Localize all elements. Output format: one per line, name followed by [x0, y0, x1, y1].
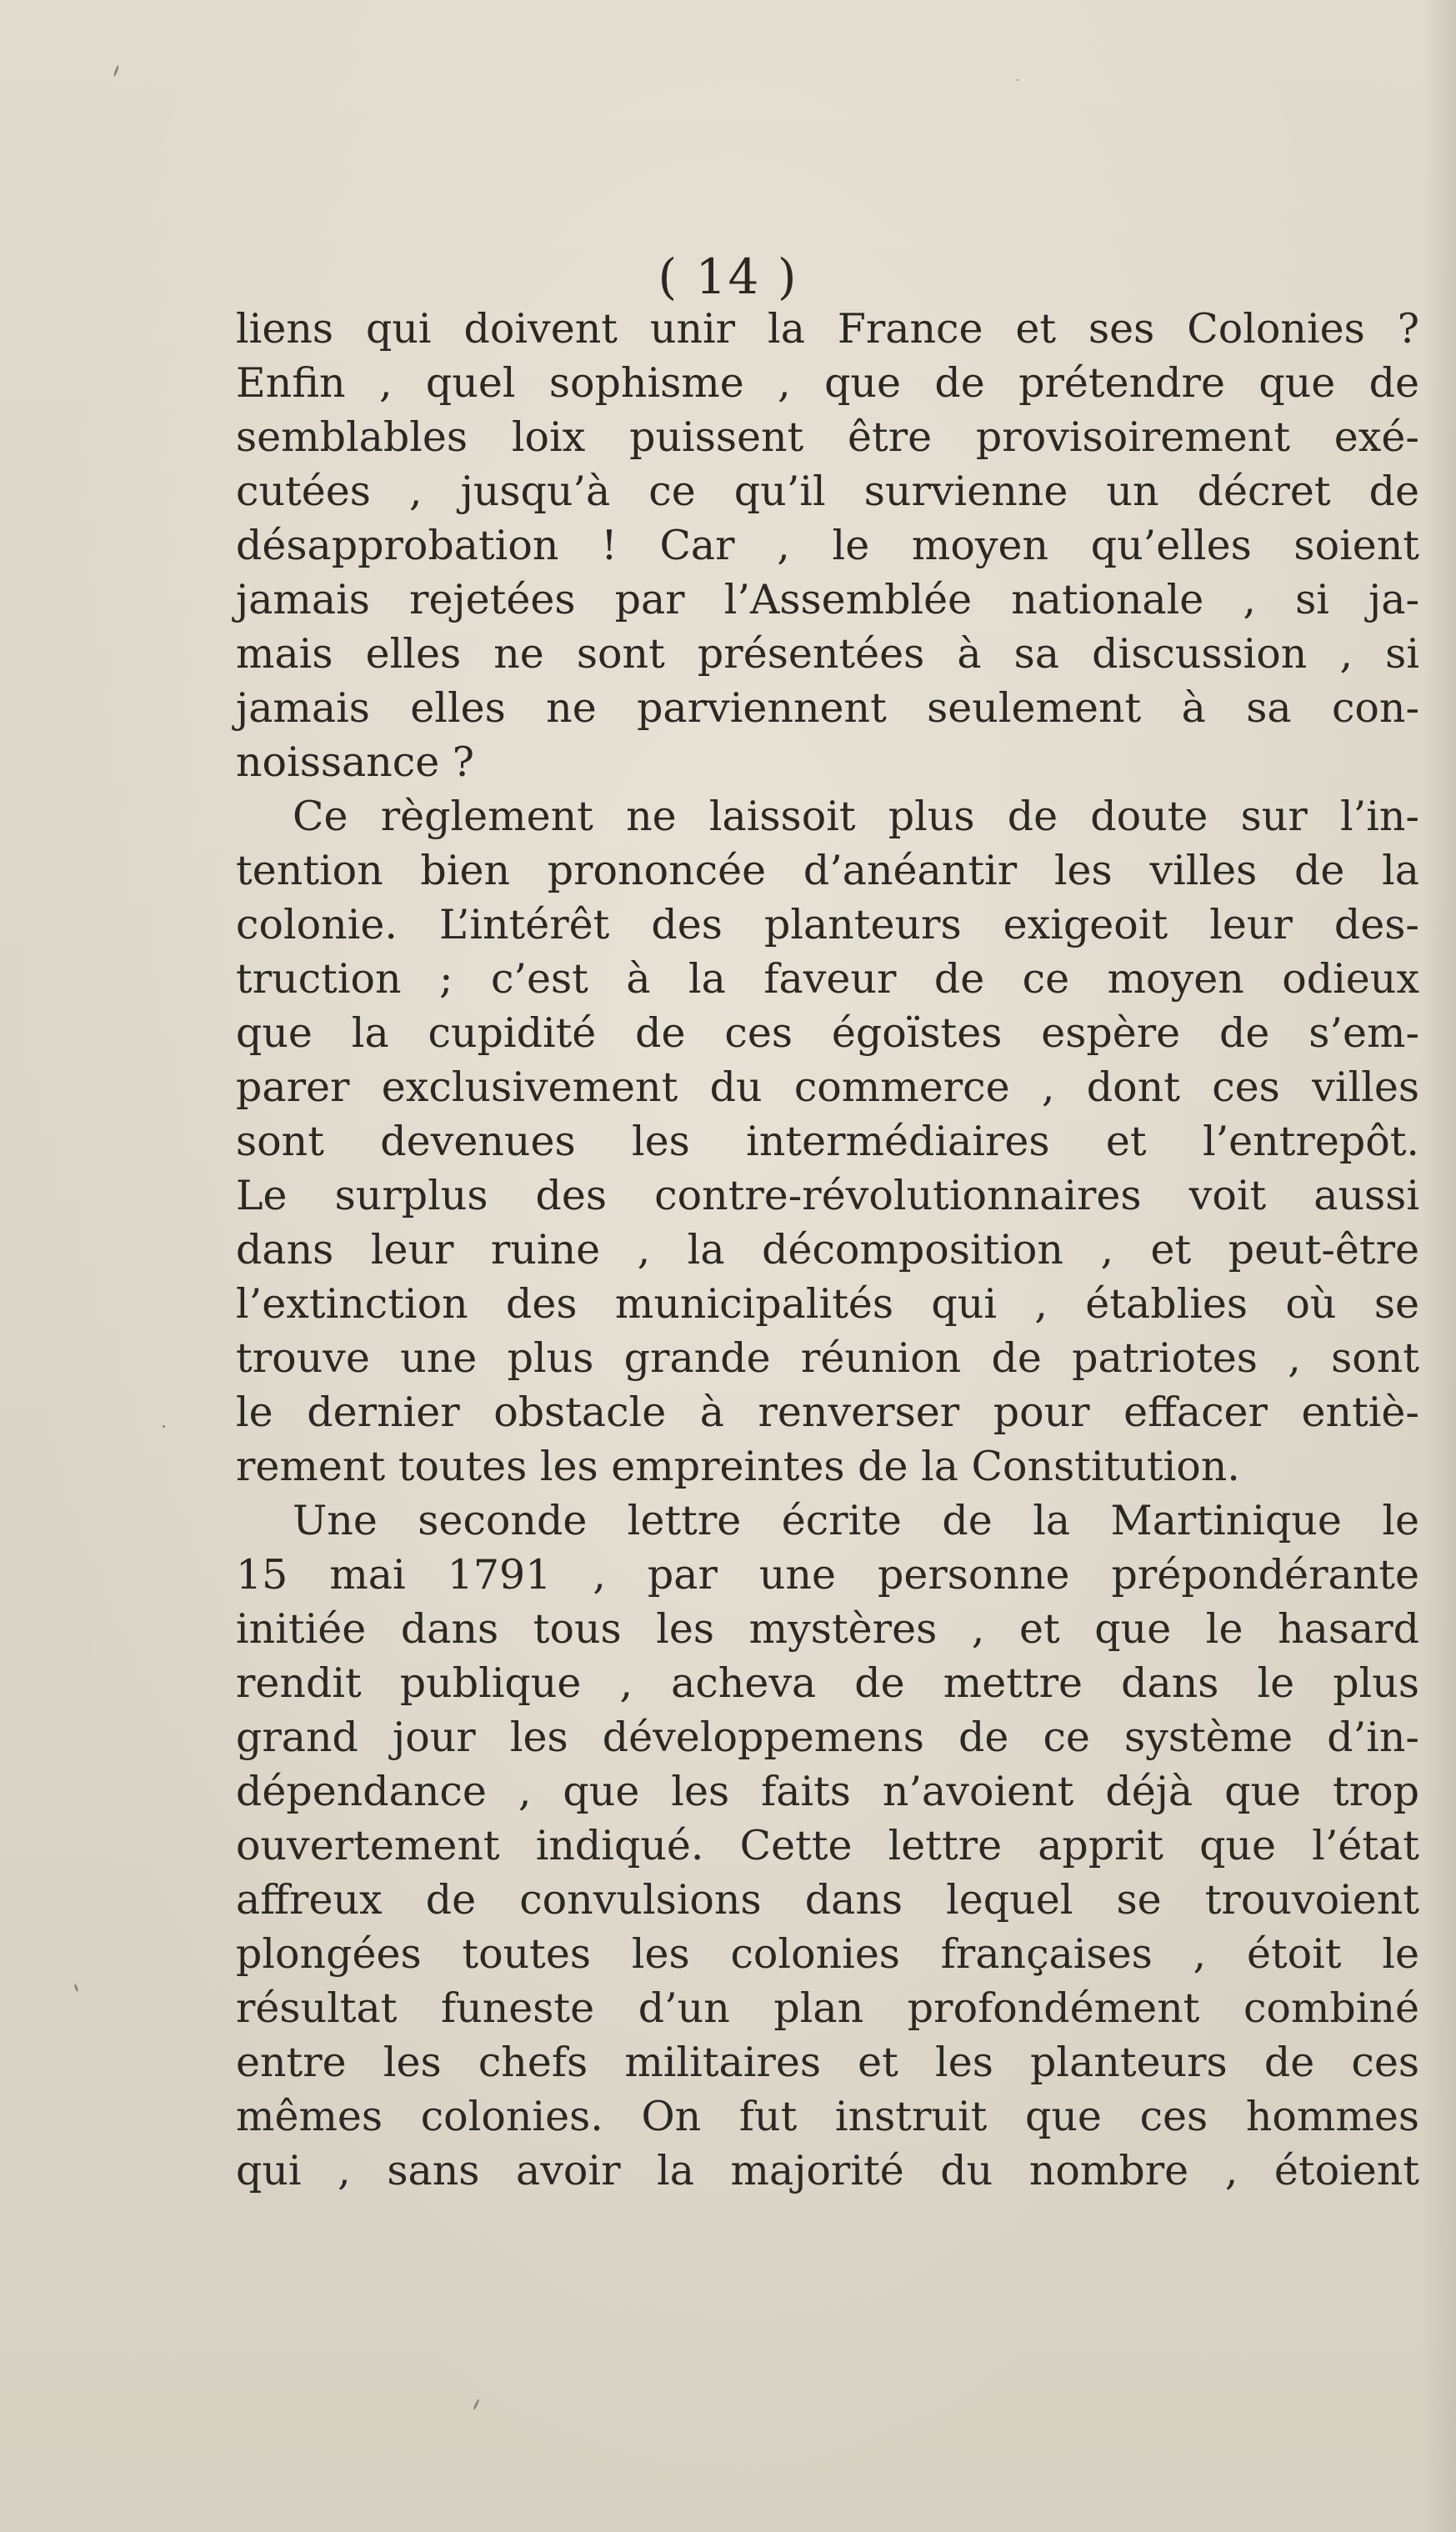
text-line: dans leur ruine , la décomposition , et peut-être	[236, 1226, 1419, 1274]
page-edge-shadow	[1423, 0, 1456, 2532]
paragraph-start-line: Une seconde lettre écrite de la Martinique le	[293, 1497, 1419, 1544]
text-line: semblables loix puissent être provisoirement exé-	[236, 413, 1419, 461]
paper-speck	[113, 65, 120, 77]
text-line: Enfin , quel sophisme , que de prétendre que de	[236, 359, 1419, 407]
body-text	[236, 302, 1419, 2198]
text-line: initiée dans tous les mystères , et que le hasard	[236, 1605, 1419, 1653]
text-line: tention bien prononcée d’anéantir les villes de la	[236, 847, 1419, 894]
text-line: désapprobation ! Car , le moyen qu’elles soient	[236, 522, 1419, 569]
text-line: que la cupidité de ces égoïstes espère de s’em-	[236, 1009, 1419, 1057]
text-line: le dernier obstacle à renverser pour effacer entiè-	[236, 1389, 1419, 1436]
text-line: liens qui doivent unir la France et ses Colonies ?	[236, 305, 1419, 353]
text-line: jamais rejetées par l’Assemblée nationale , si ja-	[236, 576, 1419, 623]
text-line: rement toutes les empreintes de la Constitution.	[236, 1443, 1240, 1490]
text-line: trouve une plus grande réunion de patriotes , sont	[236, 1334, 1419, 1382]
text-line: l’extinction des municipalités qui , établies où se	[236, 1280, 1419, 1328]
text-line: 15 mai 1791 , par une personne prépondérante	[236, 1551, 1419, 1599]
text-line: colonie. L’intérêt des planteurs exigeoit leur des-	[236, 901, 1419, 948]
text-line: mêmes colonies. On fut instruit que ces hommes	[236, 2093, 1419, 2140]
text-line: truction ; c’est à la faveur de ce moyen odieux	[236, 955, 1419, 1003]
text-line: affreux de convulsions dans lequel se trouvoient	[236, 1876, 1419, 1924]
paper-speck	[73, 1984, 78, 1992]
text-line: résultat funeste d’un plan profondément combiné	[236, 1984, 1419, 2032]
text-line: plongées toutes les colonies françaises , étoit le	[236, 1930, 1419, 1978]
text-line: grand jour les développemens de ce système d’in-	[236, 1714, 1419, 1761]
paper-speck	[1017, 79, 1018, 81]
text-line: qui , sans avoir la majorité du nombre , étoient	[236, 2147, 1419, 2194]
text-line: dépendance , que les faits n’avoient déjà que trop	[236, 1768, 1419, 1815]
text-line: cutées , jusqu’à ce qu’il survienne un décret de	[236, 468, 1419, 515]
paper-speck	[163, 1425, 165, 1428]
text-line: rendit publique , acheva de mettre dans le plus	[236, 1659, 1419, 1707]
text-line: entre les chefs militaires et les planteurs de ces	[236, 2039, 1419, 2086]
text-line: sont devenues les intermédiaires et l’entrepôt.	[236, 1118, 1419, 1165]
paragraph-start-line: Ce règlement ne laissoit plus de doute sur l’in-	[293, 793, 1419, 840]
text-line: Le surplus des contre-révolutionnaires voit aussi	[236, 1172, 1419, 1219]
text-line: parer exclusivement du commerce , dont ces villes	[236, 1063, 1419, 1111]
text-line: ouvertement indiqué. Cette lettre apprit que l’état	[236, 1822, 1419, 1869]
page-number: ( 14 )	[658, 248, 798, 305]
text-line: jamais elles ne parviennent seulement à sa con-	[236, 684, 1419, 732]
paper-speck	[473, 2399, 480, 2410]
text-line: noissance ?	[236, 738, 475, 786]
text-line: mais elles ne sont présentées à sa discussion , si	[236, 630, 1419, 678]
